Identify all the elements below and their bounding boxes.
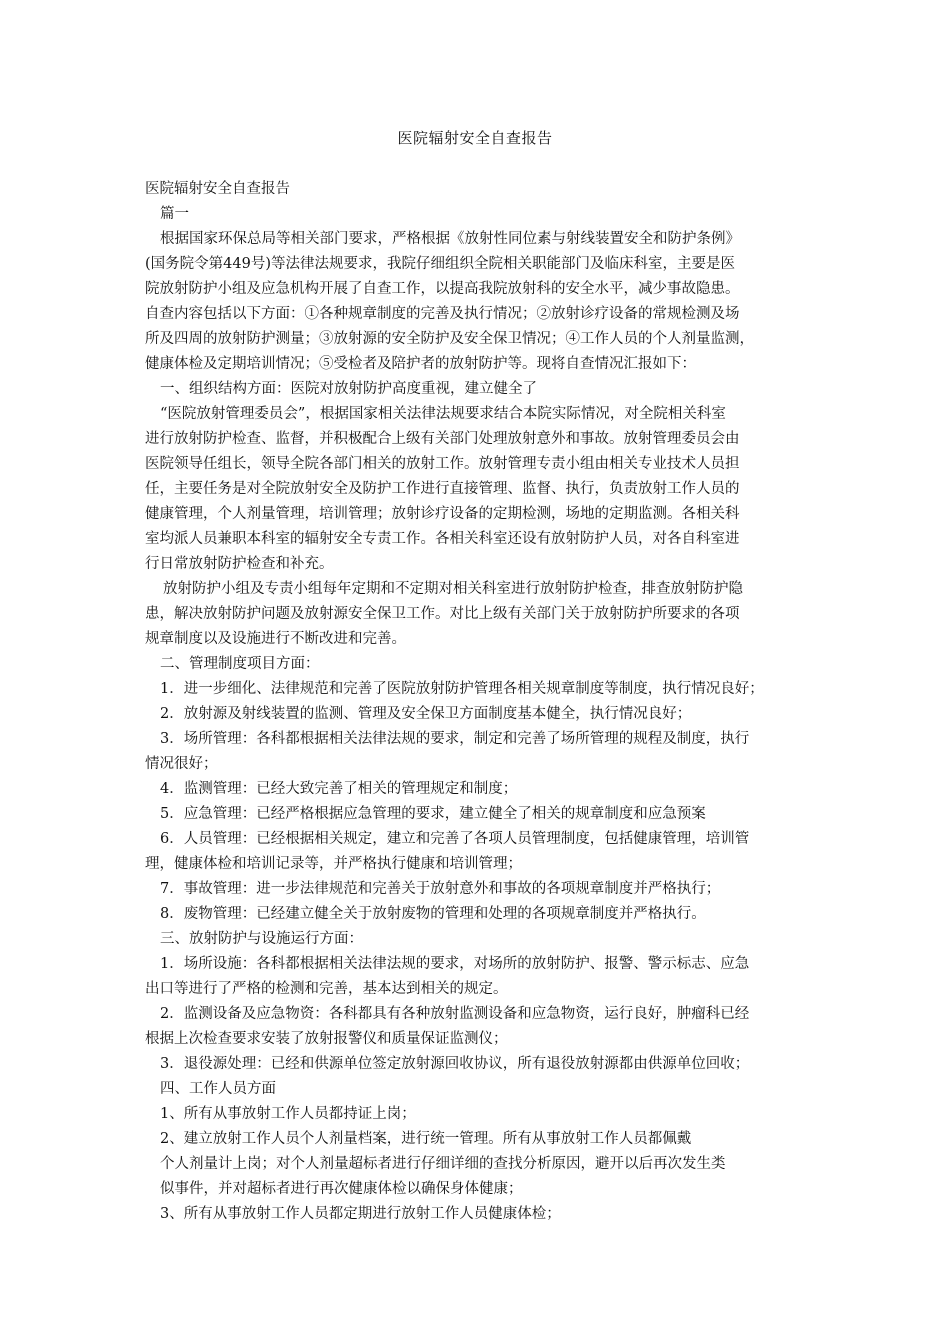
paragraph-line: 自查内容包括以下方面：①各种规章制度的完善及执行情况；②放射诊疗设备的常规检测及场 — [145, 306, 740, 322]
paragraph-line: 健康体检及定期培训情况；⑤受检者及陪护者的放射防护等。现将自查情况汇报如下： — [145, 356, 696, 372]
paragraph-line: 进行放射防护检查、监督，并积极配合上级有关部门处理放射意外和事故。放射管理委员会由 — [145, 431, 740, 447]
page-title: 医院辐射安全自查报告 — [397, 129, 553, 147]
paragraph-line: 8．废物管理：已经建立健全关于放射废物的管理和处理的各项规章制度并严格执行。 — [160, 906, 706, 922]
paragraph-line: 任，主要任务是对全院放射安全及防护工作进行直接管理、监督、执行，负责放射工作人员的 — [145, 481, 740, 497]
paragraph-line: 情况很好； — [145, 756, 218, 772]
paragraph-line: 三、放射防护与设施运行方面： — [160, 931, 363, 947]
paragraph-line: 室均派人员兼职本科室的辐射安全专责工作。各相关科室还设有放射防护人员，对各自科室进 — [145, 531, 740, 547]
paragraph-line: 7．事故管理：进一步法律规范和完善关于放射意外和事故的各项规章制度并严格执行； — [160, 881, 721, 897]
paragraph-line: 1．进一步细化、法律规范和完善了医院放射防护管理各相关规章制度等制度，执行情况良好； — [160, 681, 764, 697]
paragraph-line: 3．场所管理：各科都根据相关法律法规的要求，制定和完善了场所管理的规程及制度，执行 — [160, 731, 750, 747]
paragraph-line: 1、所有从事放射工作人员都持证上岗； — [160, 1106, 416, 1122]
paragraph-line: 2．监测设备及应急物资：各科都具有各种放射监测设备和应急物资，运行良好，肿瘤科已经 — [160, 1006, 750, 1022]
paragraph-line: 理，健康体检和培训记录等，并严格执行健康和培训管理； — [145, 856, 522, 872]
paragraph-line: 2、建立放射工作人员个人剂量档案，进行统一管理。所有从事放射工作人员都佩戴 — [160, 1131, 692, 1147]
paragraph-line: 根据上次检查要求安装了放射报警仪和质量保证监测仪； — [145, 1031, 508, 1047]
paragraph-line: 1．场所设施：各科都根据相关法律法规的要求，对场所的放射防护、报警、警示标志、应急 — [160, 956, 750, 972]
paragraph-line: 4．监测管理：已经大致完善了相关的管理规定和制度； — [160, 781, 518, 797]
paragraph-line: 院放射防护小组及应急机构开展了自查工作，以提高我院放射科的安全水平，减少事故隐患。 — [145, 281, 740, 297]
paragraph-line: 规章制度以及设施进行不断改进和完善。 — [145, 631, 406, 647]
paragraph-line: 个人剂量计上岗；对个人剂量超标者进行仔细详细的查找分析原因，避开以后再次发生类 — [160, 1156, 726, 1172]
paragraph-line: 篇一 — [160, 206, 189, 222]
paragraph-line: 放射防护小组及专责小组每年定期和不定期对相关科室进行放射防护检查，排查放射防护隐 — [163, 581, 743, 597]
paragraph-line: (国务院令第449号)等法律法规要求，我院仔细组织全院相关职能部门及临床科室，主要是医 — [145, 256, 735, 272]
document-body — [145, 177, 825, 1227]
paragraph-line: 医院辐射安全自查报告 — [145, 181, 290, 197]
paragraph-line: 二、管理制度项目方面： — [160, 656, 320, 672]
paragraph-line: 似事件，并对超标者进行再次健康体检以确保身体健康； — [160, 1181, 523, 1197]
paragraph-line: 根据国家环保总局等相关部门要求，严格根据《放射性同位素与射线装置安全和防护条例》 — [160, 231, 740, 247]
paragraph-line: 6．人员管理：已经根据相关规定，建立和完善了各项人员管理制度，包括健康管理，培训管 — [160, 831, 750, 847]
paragraph-line: 患，解决放射防护问题及放射源安全保卫工作。对比上级有关部门关于放射防护所要求的各项 — [145, 606, 740, 622]
paragraph-line: 所及四周的放射防护测量；③放射源的安全防护及安全保卫情况；④工作人员的个人剂量监测， — [145, 331, 754, 347]
paragraph-line: 行日常放射防护检查和补充。 — [145, 556, 334, 572]
paragraph-line: “医院放射管理委员会”，根据国家相关法律法规要求结合本院实际情况，对全院相关科室 — [160, 406, 726, 422]
paragraph-line: 四、工作人员方面 — [160, 1081, 276, 1097]
paragraph-line: 2．放射源及射线装置的监测、管理及安全保卫方面制度基本健全，执行情况良好； — [160, 706, 692, 722]
paragraph-line: 健康管理，个人剂量管理，培训管理；放射诊疗设备的定期检测，场地的定期监测。各相关科 — [145, 506, 740, 522]
paragraph-line: 出口等进行了严格的检测和完善，基本达到相关的规定。 — [145, 981, 508, 997]
paragraph-line: 3、所有从事放射工作人员都定期进行放射工作人员健康体检； — [160, 1206, 561, 1222]
paragraph-line: 医院领导任组长，领导全院各部门相关的放射工作。放射管理专责小组由相关专业技术人员担 — [145, 456, 740, 472]
paragraph-line: 一、组织结构方面：医院对放射防护高度重视，建立健全了 — [160, 381, 537, 397]
paragraph-line: 5．应急管理：已经严格根据应急管理的要求，建立健全了相关的规章制度和应急预案 — [160, 806, 706, 822]
paragraph-line: 3．退役源处理：已经和供源单位签定放射源回收协议，所有退役放射源都由供源单位回收； — [160, 1056, 750, 1072]
